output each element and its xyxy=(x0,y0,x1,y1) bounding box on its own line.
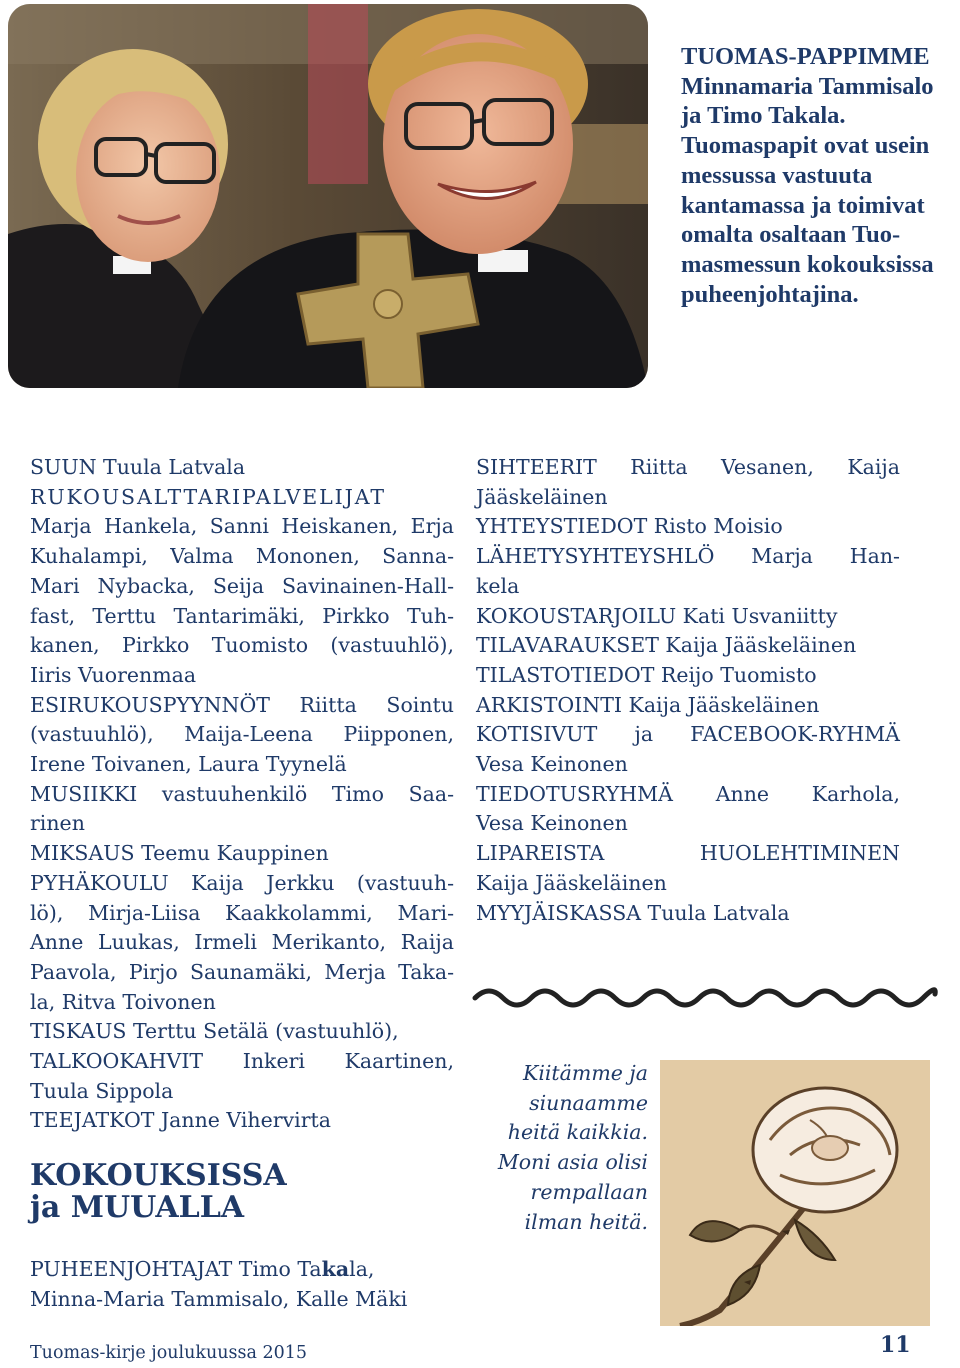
caption-line: puheenjohtajina. xyxy=(681,280,859,308)
rose-icon xyxy=(660,1060,930,1326)
section-heading xyxy=(30,1160,450,1224)
caption-line: ja Timo Takala. xyxy=(681,102,846,130)
list-line: Mari Nybacka, Seija Savinainen-Hall- xyxy=(30,573,454,598)
volunteer-list-left xyxy=(30,453,454,1136)
chair-line-1-a: PUHEENJOHTAJAT Timo Ta xyxy=(30,1257,322,1281)
chairpersons xyxy=(30,1255,470,1314)
caption-line: omalta osaltaan Tuo- xyxy=(681,221,901,249)
list-line: TEEJATKOT Janne Vihervirta xyxy=(30,1108,331,1133)
list-line: SIHTEERIT Riitta Vesanen, Kaija xyxy=(476,455,900,479)
list-line: SUUN Tuula Latvala xyxy=(30,455,246,479)
list-line: ARKISTOINTI Kaija Jääskeläinen xyxy=(476,692,820,717)
caption-line: masmessun kokouksissa xyxy=(681,250,934,278)
list-line: lö), Mirja-Liisa Kaakkolammi, Mari- xyxy=(30,900,454,925)
priests-photo-icon xyxy=(8,4,648,388)
thanks-line: rempallaan xyxy=(530,1179,648,1204)
list-line: Vesa Keinonen xyxy=(476,811,628,836)
chair-line-2: Minna-Maria Tammisalo, Kalle Mäki xyxy=(30,1286,408,1311)
list-line: Anne Luukas, Irmeli Merikanto, Raija xyxy=(30,930,454,955)
list-line: PYHÄKOULU Kaija Jerkku (vastuuh- xyxy=(30,870,454,895)
thanks-line: siunaamme xyxy=(529,1090,648,1115)
list-line: Irene Toivanen, Laura Tyynelä xyxy=(30,752,347,777)
list-line: Kaija Jääskeläinen xyxy=(476,870,667,895)
list-line: MUSIIKKI vastuuhenkilö Timo Saa- xyxy=(30,781,454,806)
thanks-message xyxy=(470,1059,648,1237)
list-line: kanen, Pirkko Tuomisto (vastuuhlö), xyxy=(30,633,454,658)
list-line: TIEDOTUSRYHMÄ Anne Karhola, xyxy=(476,781,900,806)
thanks-line: ilman heitä. xyxy=(524,1209,648,1234)
heading-line-1: KOKOUKSISSA xyxy=(30,1158,287,1193)
heading-line-2: ja MUUALLA xyxy=(30,1190,245,1225)
thanks-line: Moni asia olisi xyxy=(497,1150,648,1175)
page-number: 11 xyxy=(880,1332,911,1358)
list-line: LIPAREISTA HUOLEHTIMINEN xyxy=(476,841,900,866)
priests-photo xyxy=(8,4,648,388)
list-line: KOTISIVUT ja FACEBOOK-RYHMÄ xyxy=(476,722,900,747)
list-line: TALKOOKAHVIT Inkeri Kaartinen, xyxy=(30,1049,454,1074)
list-line: fast, Terttu Tantarimäki, Pirkko Tuh- xyxy=(30,603,454,628)
volunteer-list-right xyxy=(476,453,900,928)
list-line: LÄHETYSYHTEYSHLÖ Marja Han- xyxy=(476,544,900,569)
thanks-line: heitä kaikkia. xyxy=(507,1120,648,1145)
thanks-line: Kiitämme ja xyxy=(523,1061,648,1085)
list-line: TISKAUS Terttu Setälä (vastuuhlö), xyxy=(30,1019,399,1044)
list-line: Tuula Sippola xyxy=(30,1078,174,1103)
footer-text: Tuomas-kirje joulukuussa 2015 xyxy=(30,1343,308,1363)
photo-caption xyxy=(681,42,959,309)
list-line: KOKOUSTARJOILU Kati Usvaniitty xyxy=(476,603,838,628)
caption-line: Tuomaspapit ovat usein xyxy=(681,132,930,160)
list-line: ESIRUKOUSPYYNNÖT Riitta Sointu xyxy=(30,692,454,717)
list-line: la, Ritva Toivonen xyxy=(30,989,216,1014)
rose-illustration xyxy=(660,1060,930,1326)
list-line: Iiris Vuorenmaa xyxy=(30,662,197,687)
list-line: Marja Hankela, Sanni Heiskanen, Erja xyxy=(30,514,454,539)
wave-divider xyxy=(470,978,940,1018)
chair-line-1-b: ka xyxy=(321,1257,350,1281)
list-line: Vesa Keinonen xyxy=(476,752,628,777)
list-line: Jääskeläinen xyxy=(476,484,608,509)
caption-line: kantamassa ja toimivat xyxy=(681,191,925,219)
list-line: MYYJÄISKASSA Tuula Latvala xyxy=(476,900,790,925)
wave-divider-icon xyxy=(470,978,940,1018)
list-line: MIKSAUS Teemu Kauppinen xyxy=(30,841,329,866)
list-line: YHTEYSTIEDOT Risto Moisio xyxy=(476,514,783,539)
chair-line-1 xyxy=(30,1255,470,1285)
caption-line: messussa vastuuta xyxy=(681,161,873,189)
chair-line-1-c: la, xyxy=(349,1257,375,1281)
list-line: Paavola, Pirjo Saunamäki, Merja Taka- xyxy=(30,959,454,984)
list-line: (vastuuhlö), Maija-Leena Piipponen, xyxy=(30,722,454,747)
list-line: TILAVARAUKSET Kaija Jääskeläinen xyxy=(476,633,857,658)
caption-line: Minnamaria Tammisalo xyxy=(681,72,934,100)
caption-line: TUOMAS-PAPPIMME xyxy=(681,43,930,70)
list-line: rinen xyxy=(30,811,85,836)
list-line: TILASTOTIEDOT Reijo Tuomisto xyxy=(476,662,817,687)
list-line: RUKOUSALTTARIPALVELIJAT xyxy=(30,484,386,509)
list-line: kela xyxy=(476,573,520,598)
list-line: Kuhalampi, Valma Mononen, Sanna- xyxy=(30,544,454,569)
